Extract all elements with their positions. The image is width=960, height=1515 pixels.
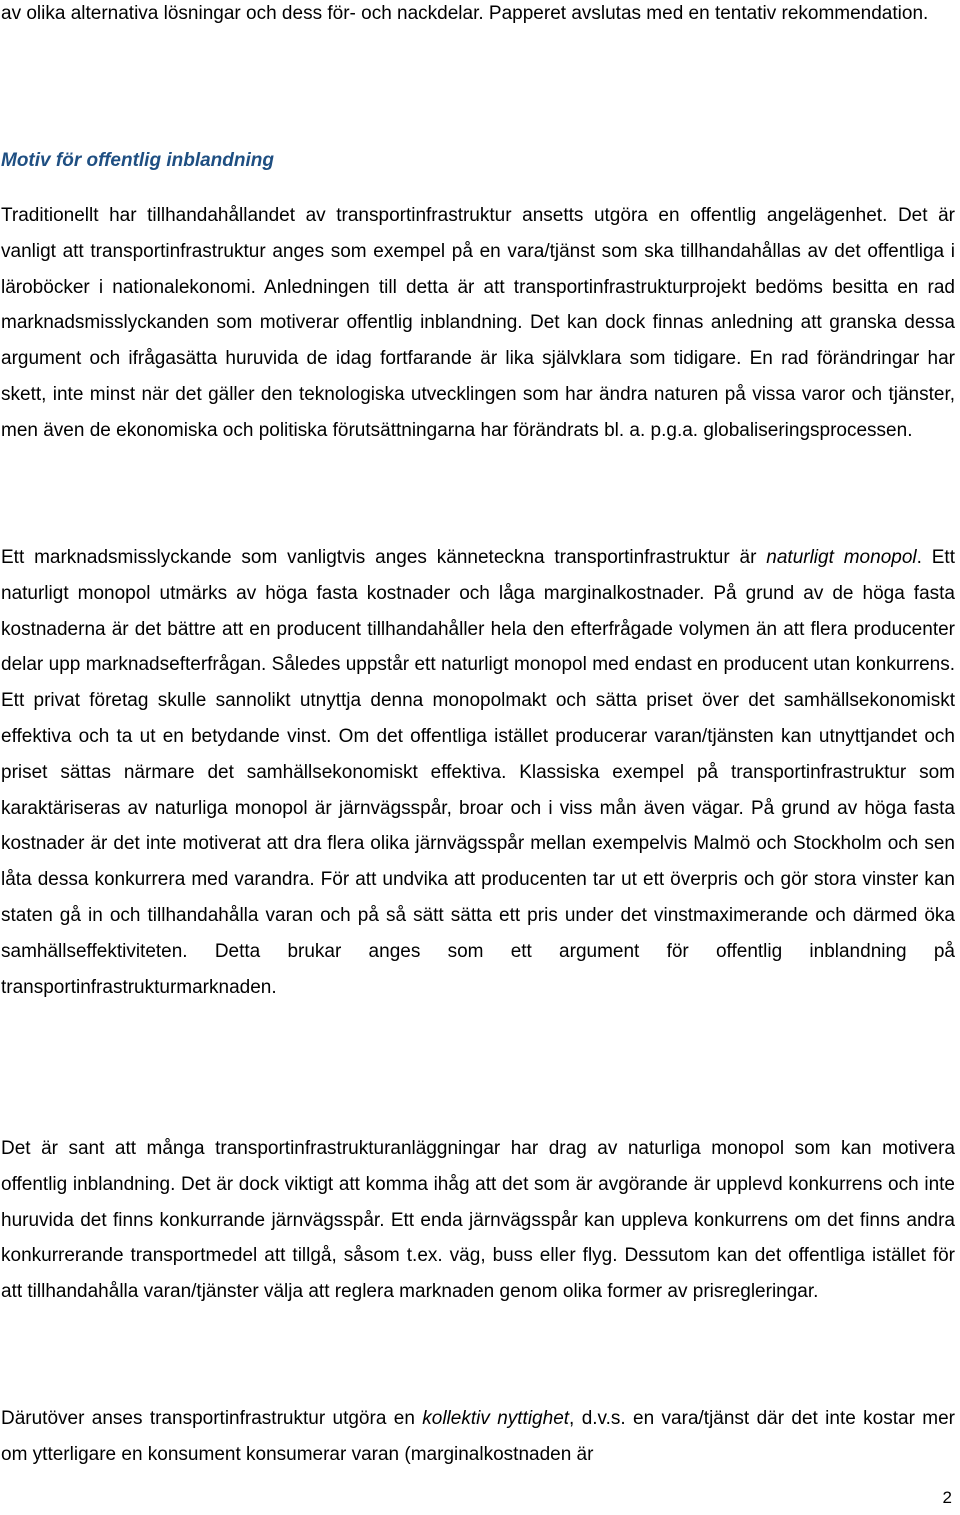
section-heading: Motiv för offentlig inblandning bbox=[1, 150, 274, 171]
intro-tail-paragraph: av olika alternativa lösningar och dess för- och nackdelar. Papperet avslutas med en tentativ rekommendation. bbox=[1, 3, 929, 24]
emphasis-term: kollektiv nyttighet bbox=[422, 1408, 570, 1429]
paragraph-text: , d.v.s. en vara/tjänst där det inte kostar mer om ytterligare en konsument konsumerar varan (marginalkostnaden är bbox=[1, 1408, 956, 1465]
paragraph-text: Därutöver anses transportinfrastruktur utgöra en bbox=[1, 1408, 423, 1429]
emphasis-term: naturligt monopol bbox=[766, 547, 917, 568]
page-number: 2 bbox=[942, 1488, 952, 1507]
paragraph-competition: Det är sant att många transportinfrastrukturanläggningar har drag av naturliga monopol som kan motivera offentlig inblandning. Det är dock viktigt att komma ihåg att det som är avgörande är upplevd konkurrens och inte huruvida det finns konkurrande järnvägsspår. Ett enda järnvägsspår kan uppleva konkurrens om det finns andra konkurrerande transportmedel att tillgå, såsom t.ex. väg, buss eller flyg. Dessutom kan det offentliga istället för att tillhandahålla varan/tjänster välja att reglera marknaden genom olika former av prisregleringar. bbox=[1, 1138, 955, 1303]
paragraph-traditionally: Traditionellt har tillhandahållandet av transportinfrastruktur ansetts utgöra en offentlig angelägenhet. Det är vanligt att transportinfrastruktur anges som exempel på en vara/tjänst som ska tillhandahållas av det offentliga i läroböcker i nationalekonomi. Anledningen till detta är att transportinfrastrukturprojekt bedöms besitta en rad marknadsmisslyckanden som motiverar offentlig inblandning. Det kan dock finnas anledning att granska dessa argument och ifrågasätta huruvida de idag fortfarande är lika självklara som tidigare. En rad förändringar har skett, inte minst när det gäller den teknologiska utvecklingen som har ändra naturen på vissa varor och tjänster, men även de ekonomiska och politiska förutsättningarna har förändrats bl. a. p.g.a. globaliseringsprocessen. bbox=[1, 205, 955, 441]
paragraph-public-good bbox=[1, 1401, 955, 1473]
paragraph-text: . Ett naturligt monopol utmärks av höga fasta kostnader och låga marginalkostnader. På grund av de höga fasta kostnaderna är det bättre att en producent tillhandahåller hela den efterfrågade volymen än att flera producenter delar upp marknadsefterfrågan. Således uppstår ett naturligt monopol med endast en producent utan konkurrens. Ett privat företag skulle sannolikt utnyttja denna monopolmakt och sätta priset över det samhällsekonomiskt effektiva och ta ut en betydande vinst. Om det offentliga istället producerar varan/tjänsten kan utnyttjandet och priset sättas närmare det samhällsekonomiskt effektiva. Klassiska exempel på transportinfrastruktur som karaktäriseras av naturliga monopol är järnvägsspår, broar och i viss mån även vägar. På grund av höga fasta kostnader är det inte motiverat att dra flera olika järnvägsspår mellan exempelvis Malmö och Stockholm och sen låta dessa konkurrera med varandra. För att undvika att producenten tar ut ett överpris och gör stora vinster kan staten gå in och tillhandahålla varan och på så sätt sätta ett pris under det vinstmaximerande och därmed öka samhällseffektiviteten. Detta brukar anges som ett argument för offentlig inblandning på transportinfrastrukturmarknaden. bbox=[1, 547, 955, 998]
paragraph-natural-monopoly bbox=[1, 540, 955, 1005]
paragraph-text: Ett marknadsmisslyckande som vanligtvis anges känneteckna transportinfrastruktur är bbox=[1, 547, 767, 568]
